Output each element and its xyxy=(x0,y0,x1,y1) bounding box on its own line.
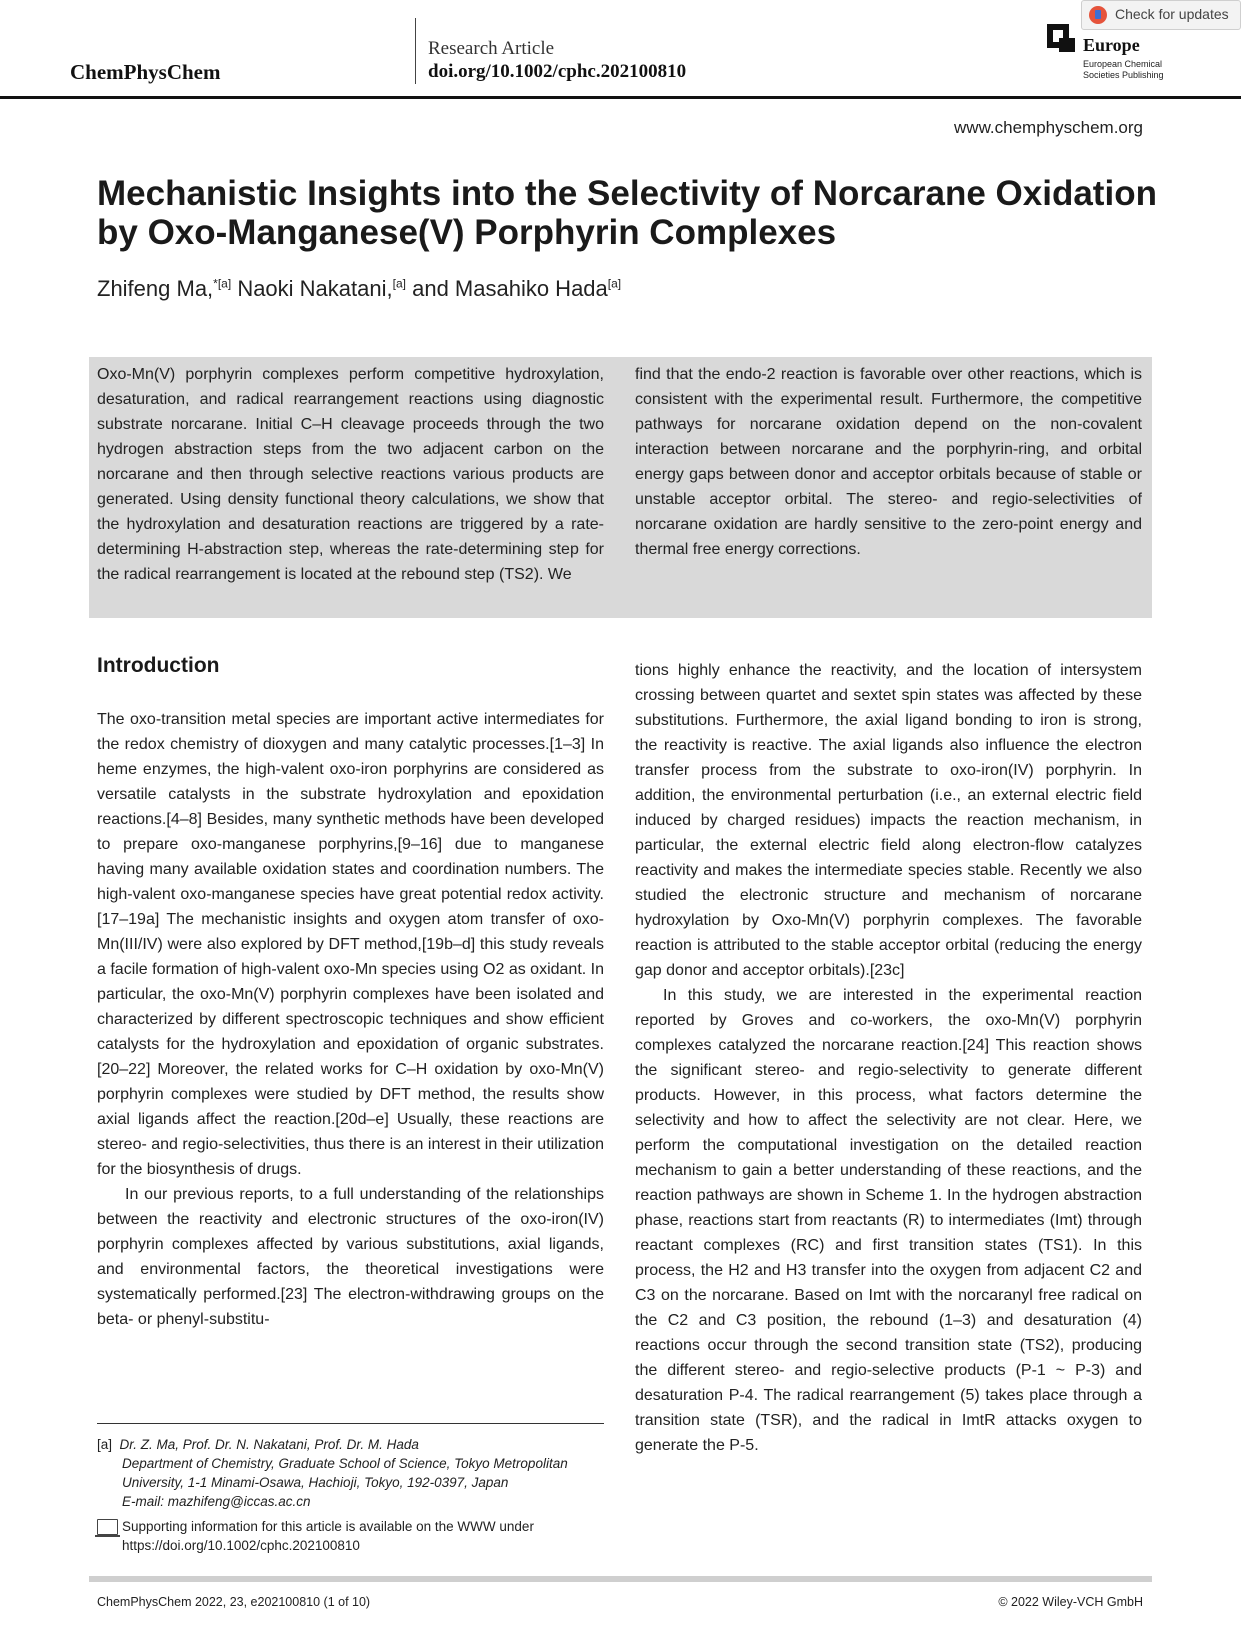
section-heading-introduction: Introduction xyxy=(97,654,220,677)
page-citation: ChemPhysChem 2022, 23, e202100810 (1 of 10) xyxy=(97,1595,371,1609)
article-type: Research Article xyxy=(428,38,555,59)
author-affiliation-mark: [a] xyxy=(392,276,406,291)
footnote-email[interactable]: E-mail: mazhifeng@iccas.ac.cn xyxy=(122,1494,311,1509)
footnote-rule xyxy=(97,1423,604,1424)
body-left-column xyxy=(97,707,604,1332)
copyright: © 2022 Wiley-VCH GmbH xyxy=(998,1595,1143,1609)
journal-name: ChemPhysChem xyxy=(70,60,221,84)
bookmark-icon xyxy=(1089,6,1107,24)
footnote-department: Department of Chemistry, Graduate School of Science, Tokyo Metropolitan University, 1-1 Minami-Osawa, Hachioji, Tokyo, 192-0397, Japan xyxy=(122,1456,568,1490)
author-name: Zhifeng Ma, xyxy=(97,276,214,301)
journal-website[interactable]: www.chemphyschem.org xyxy=(954,118,1143,137)
author-affiliation-mark: [a] xyxy=(607,276,622,291)
author-affiliation-mark: *[a] xyxy=(213,276,232,291)
header-divider xyxy=(415,18,416,84)
doi-link[interactable]: doi.org/10.1002/cphc.202100810 xyxy=(428,61,687,82)
body-right-column xyxy=(635,658,1142,1458)
author-list xyxy=(97,276,621,302)
supporting-info-note xyxy=(97,1517,604,1555)
abstract-left-column: Oxo-Mn(V) porphyrin complexes perform competitive hydroxylation, desaturation, and radical rearrangement reactions using diagnostic substrate norcarane. Initial C–H cleavage proceeds through the two hydrogen abstraction steps from the two adjacent carbon on the norcarane and then through selective reactions various products are generated. Using density functional theory calculations, we show that the hydroxylation and desaturation reactions are triggered by a rate-determining H-abstraction step, whereas the rate-determining step for the radical rearrangement is located at the rebound step (TS2). We xyxy=(97,366,604,583)
author-name: and Masahiko Hada xyxy=(412,276,608,301)
computer-icon xyxy=(97,1519,118,1535)
check-for-updates-button[interactable] xyxy=(1081,0,1241,30)
check-for-updates-label: Check for updates xyxy=(1115,6,1229,22)
chemistry-europe-logo xyxy=(1045,20,1079,54)
body-paragraph: tions highly enhance the reactivity, and the location of intersystem crossing between quartet and sextet spin states was affected by these substitutions. Furthermore, the axial ligand bonding to iron is strong, the reactivity is reactive. The axial ligands also influence the electron transfer process from the substrate to oxo-iron(IV) porphyrin. In addition, the environmental perturbation (i.e., an external electric field induced by charged residues) impacts the reaction mechanism, in particular, the external electric field along electron-flow catalyzes reactivity and makes the intermediate species stable. Recently we also studied the electronic structure and mechanism of norcarane hydroxylation by Oxo-Mn(V) porphyrin complexes. The favorable reaction is attributed to the stable acceptor orbital (reducing the energy gap donor and acceptor orbitals).[23c] xyxy=(635,662,1142,979)
publisher-name: Europe xyxy=(1083,35,1140,55)
author-name: Naoki Nakatani, xyxy=(237,276,393,301)
header-rule xyxy=(0,96,1241,99)
body-paragraph: In this study, we are interested in the experimental reaction reported by Groves and co-workers, the oxo-Mn(V) porphyrin complexes catalyzed the norcarane reaction.[24] This reaction shows the significant stereo- and regio-selectivity to generate different products. However, in this process, what factors determine the selectivity and how to affect the selectivity are not clear. Here, we perform the computational investigation on the detailed reaction mechanism to gain a better understanding of these reactions, and the reaction pathways are shown in Scheme 1. In the hydrogen abstraction phase, reactions start from reactants (R) to intermediates (Imt) through reactant complexes (RC) and first transition states (TS1). In this process, the H2 and H3 transfer into the oxygen from adjacent C2 and C3 on the norcarane. Based on Imt with the norcaranyl free radical on the C2 and C3 position, the rebound (1–3) and desaturation (4) reactions occur through the second transition state (TS2), producing the different stereo- and regio-selective products (P-1 ~ P-3) and desaturation P-4. The radical rearrangement (5) takes place through a transition state (TSR), and the radical in ImtR attacks oxygen to generate the P-5. xyxy=(635,987,1142,1454)
footnote-label: [a] xyxy=(97,1437,113,1452)
body-paragraph: The oxo-transition metal species are important active intermediates for the redox chemistry of dioxygen and many catalytic processes.[1–3] In heme enzymes, the high-valent oxo-iron porphyrins are considered as versatile catalysts in the substrate hydroxylation and epoxidation reactions.[4–8] Besides, many synthetic methods have been developed to prepare oxo-manganese porphyrins,[9–16] due to manganese having many available oxidation states and coordination numbers. The high-valent oxo-manganese species have great potential redox activity.[17–19a] The mechanistic insights and oxygen atom transfer of oxo-Mn(III/IV) were also explored by DFT method,[19b–d] this study reveals a facile formation of high-valent oxo-Mn species using O2 as oxidant. In particular, the oxo-Mn(V) porphyrin complexes have been isolated and characterized by different spectroscopic techniques and show efficient catalysts for the hydroxylation and epoxidation of organic substrates.[20–22] Moreover, the related works for C–H oxidation by oxo-Mn(V) porphyrin complexes were studied by DFT method, the results show axial ligands affect the reaction.[20d–e] Usually, these reactions are stereo- and regio-selectivities, thus there is an interest in their utilization for the biosynthesis of drugs. xyxy=(97,711,604,1178)
article-title: Mechanistic Insights into the Selectivity of Norcarane Oxidation by Oxo-Manganese(V) Porphyrin Complexes xyxy=(97,174,1157,252)
footnote-names: Dr. Z. Ma, Prof. Dr. N. Nakatani, Prof. Dr. M. Hada xyxy=(119,1437,419,1452)
affiliation-footnote xyxy=(97,1435,604,1511)
publisher-subtitle: European Chemical Societies Publishing xyxy=(1083,59,1164,80)
footer-bar xyxy=(89,1576,1152,1582)
body-paragraph: In our previous reports, to a full understanding of the relationships between the reactivity and electronic structures of the oxo-iron(IV) porphyrin complexes affected by various substitutions, axial ligands, and environmental factors, the theoretical investigations were systematically performed.[23] The electron-withdrawing groups on the beta- or phenyl-substitu- xyxy=(97,1186,604,1328)
abstract-right-column: find that the endo-2 reaction is favorable over other reactions, which is consistent with the experimental result. Furthermore, the competitive pathways for norcarane oxidation depend on the non-covalent interaction between norcarane and the porphyrin-ring, and orbital energy gaps between donor and acceptor orbitals because of stable or unstable acceptor orbital. The stereo- and regio-selectivities of norcarane oxidation are hardly sensitive to the zero-point energy and thermal free energy corrections. xyxy=(635,366,1142,558)
supporting-info-text[interactable]: Supporting information for this article is available on the WWW under https://doi.org/10.1002/cphc.202100810 xyxy=(122,1519,534,1553)
